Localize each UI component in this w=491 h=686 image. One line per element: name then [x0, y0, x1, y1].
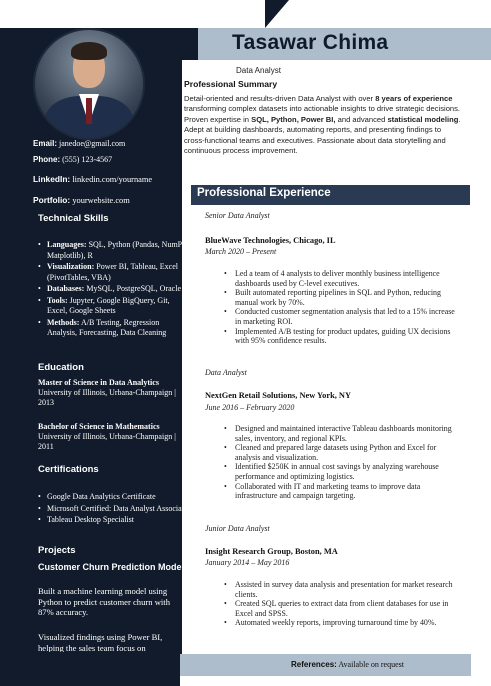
- job-bullet: • Led a team of 4 analysts to deliver monthly business intelligence dashboards used by C-level executives.: [224, 269, 462, 288]
- top-wedge-decoration: [265, 0, 289, 28]
- job-company: NextGen Retail Solutions, New York, NY: [205, 391, 352, 400]
- portfolio-value[interactable]: yourwebsite.com: [72, 196, 130, 205]
- phone-label: Phone:: [33, 155, 61, 164]
- education-item: [38, 422, 188, 452]
- photo-tie: [86, 98, 92, 124]
- skill-item: • Databases: MySQL, PostgreSQL, Oracle: [38, 284, 190, 295]
- job-dates: January 2014 – May 2016: [205, 558, 290, 567]
- job-bullet: • Designed and maintained interactive Tableau dashboards monitoring sales, inventory, and regional KPIs.: [224, 424, 462, 443]
- certification-item: • Microsoft Certified: Data Analyst Associate: [38, 504, 190, 515]
- certification-item: • Google Data Analytics Certificate: [38, 492, 190, 503]
- references: [291, 660, 404, 669]
- job-bullet: • Conducted customer segmentation analysis that led to a 15% increase in marketing ROI.: [224, 307, 462, 326]
- job-dates: March 2020 – Present: [205, 247, 277, 256]
- job-bullets: [224, 269, 462, 346]
- skills-list: [38, 240, 190, 340]
- job-dates: June 2016 – February 2020: [205, 403, 295, 412]
- job-bullets: [224, 424, 462, 501]
- photo-hair: [71, 42, 107, 60]
- job-title: Data Analyst: [236, 66, 281, 75]
- skill-item: • Visualization: Power BI, Tableau, Excel (PivotTables, VBA): [38, 262, 190, 283]
- job-bullet: • Assisted in survey data analysis and presentation for market research clients.: [224, 580, 462, 599]
- skill-item: • Tools: Jupyter, Google BigQuery, Git, Excel, Google Sheets: [38, 296, 190, 317]
- profile-photo: [33, 28, 145, 140]
- skill-item: • Methods: A/B Testing, Regression Analysis, Forecasting, Data Cleaning: [38, 318, 190, 339]
- education-item: [38, 378, 188, 408]
- phone-value: (555) 123-4567: [62, 155, 113, 164]
- experience-heading: Professional Experience: [197, 187, 331, 199]
- job-company: Insight Research Group, Boston, MA: [205, 547, 338, 556]
- school: University of Illinois, Urbana-Champaign | 2013: [38, 388, 176, 407]
- job-role: Senior Data Analyst: [205, 211, 270, 220]
- job-bullet: • Collaborated with IT and marketing teams to improve data infrastructure and campaign targeting.: [224, 482, 462, 501]
- job-bullet: • Identified $250K in annual cost savings by analyzing warehouse performance and optimizing logistics.: [224, 462, 462, 481]
- job-bullet: • Built automated reporting pipelines in SQL and Python, reducing manual work by 70%.: [224, 288, 462, 307]
- portfolio-label: Portfolio:: [33, 195, 71, 205]
- certifications-list: [38, 492, 190, 527]
- certification-item: • Tableau Desktop Specialist: [38, 515, 190, 526]
- degree: Bachelor of Science in Mathematics: [38, 422, 160, 431]
- contact-portfolio: [33, 195, 130, 205]
- job-bullet: • Cleaned and prepared large datasets using Python and Excel for analysis and visualization.: [224, 443, 462, 462]
- bottom-white-strip: [180, 676, 491, 686]
- skills-heading: Technical Skills: [38, 213, 109, 224]
- job-company: BlueWave Technologies, Chicago, IL: [205, 236, 336, 245]
- contact-linkedin: [33, 174, 152, 184]
- contact-phone: [33, 155, 112, 164]
- job-role: Data Analyst: [205, 368, 247, 377]
- email-value[interactable]: janedoe@gmail.com: [59, 139, 126, 148]
- linkedin-value[interactable]: linkedin.com/yourname: [72, 175, 153, 184]
- job-bullets: [224, 580, 462, 628]
- certifications-heading: Certifications: [38, 464, 99, 475]
- references-label: References:: [291, 660, 337, 669]
- project-description: Built a machine learning model using Python to predict customer churn with 87% accuracy.: [38, 586, 170, 617]
- top-white-strip: [0, 0, 491, 28]
- school: University of Illinois, Urbana-Champaign | 2011: [38, 432, 176, 451]
- projects-heading: Projects: [38, 545, 76, 556]
- project-title: Customer Churn Prediction Model: [38, 562, 185, 572]
- job-role: Junior Data Analyst: [205, 524, 270, 533]
- education-heading: Education: [38, 362, 84, 373]
- references-text: Available on request: [338, 660, 404, 669]
- job-bullet: • Implemented A/B testing for product updates, guiding UX decisions with 95% confidence results.: [224, 327, 462, 346]
- job-bullet: • Created SQL queries to extract data from client databases for use in Excel and SPSS.: [224, 599, 462, 618]
- contact-email: [33, 139, 125, 148]
- summary-text: Detail-oriented and results-driven Data Analyst with over 8 years of experience transforming complex datasets into actionable insights to drive strategic decisions. Proven expertise in SQL, Python, Power BI, and advanced statistical modeling. Adept at building dashboards, automating reports, and presenting findings to cross-functional teams and executives. Passionate about data storytelling and continuous process improvement.: [184, 94, 461, 156]
- project-description-2: Visualized findings using Power BI, helping the sales team focus on: [38, 632, 163, 652]
- candidate-name: Tasawar Chima: [232, 31, 389, 54]
- email-label: Email:: [33, 139, 58, 148]
- skill-item: • Languages: SQL, Python (Pandas, NumPy, Matplotlib), R: [38, 240, 190, 261]
- linkedin-label: LinkedIn:: [33, 174, 71, 184]
- job-bullet: • Automated weekly reports, improving turnaround time by 40%.: [224, 618, 462, 628]
- summary-heading: Professional Summary: [184, 79, 278, 89]
- degree: Master of Science in Data Analytics: [38, 378, 159, 387]
